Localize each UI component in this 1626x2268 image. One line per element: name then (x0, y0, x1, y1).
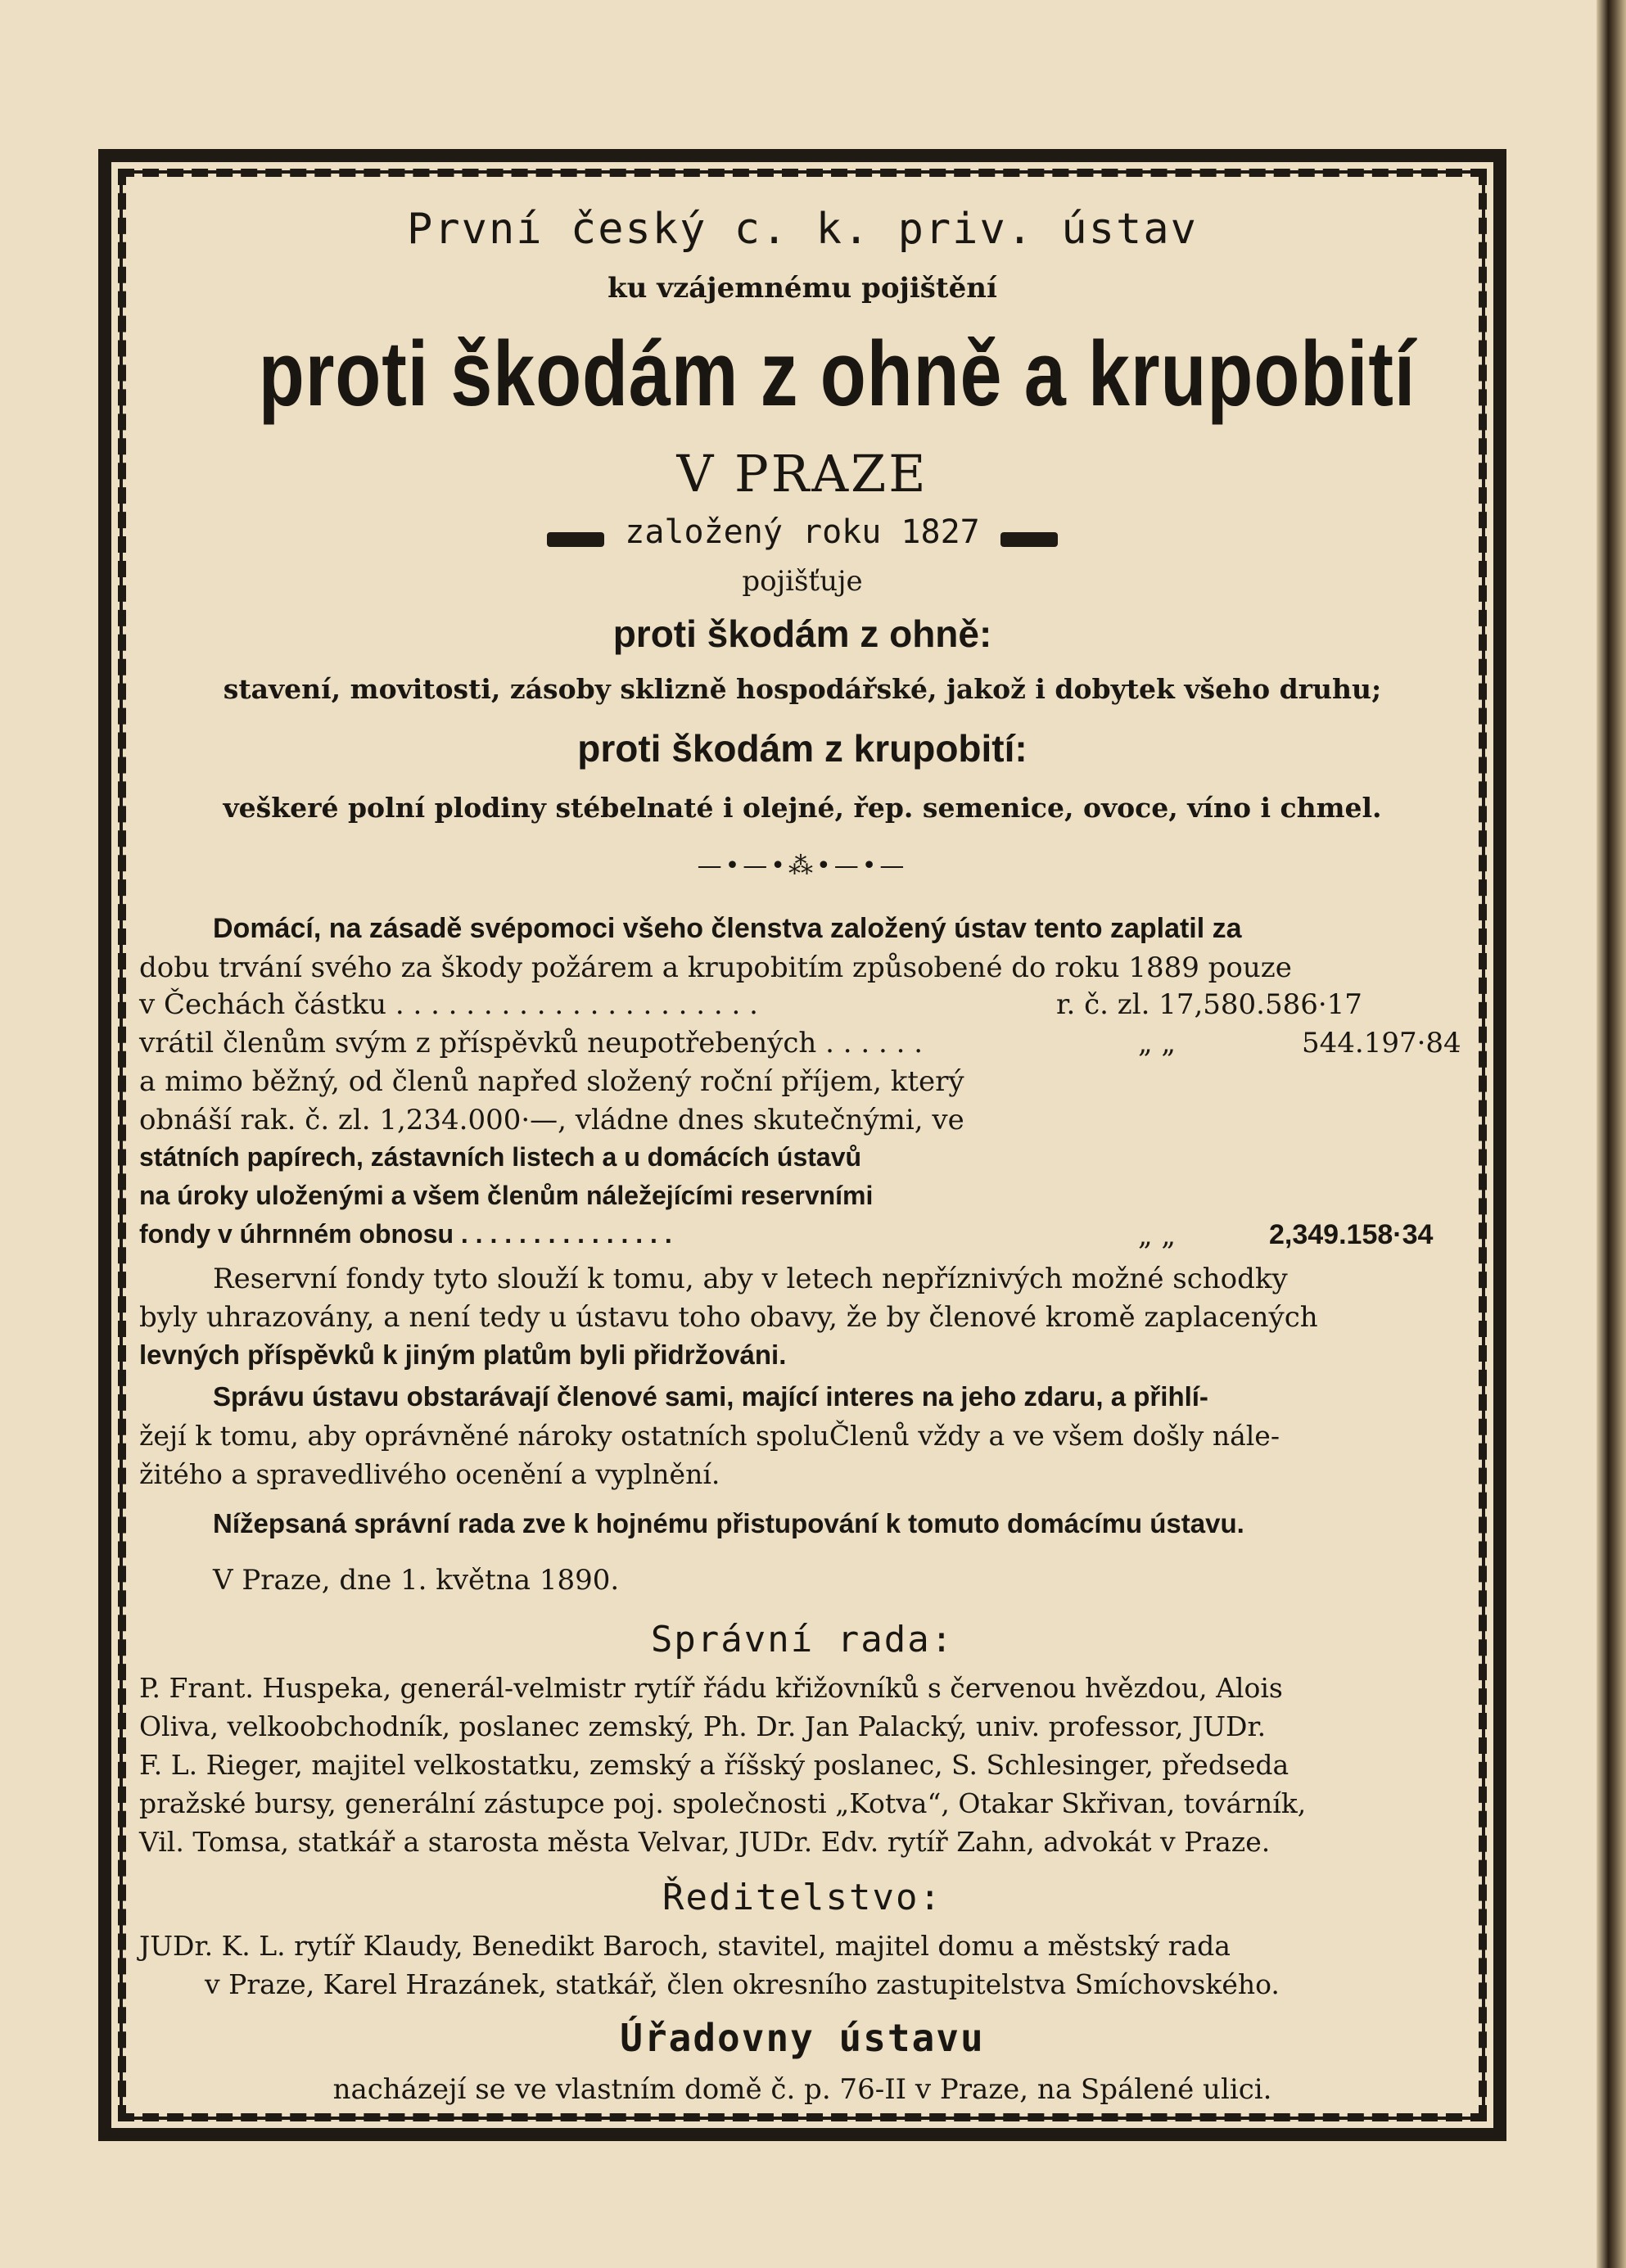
body-line: dobu trvání svého za škody požárem a krupobitím způsobené do roku 1889 pouze (139, 951, 1292, 984)
body-line: v Čechách částku . . . . . . . . . . . . . . . . . . . . . (139, 988, 758, 1021)
body-line: vrátil členům svým z příspěvků neupotřebených . . . . . . (139, 1027, 924, 1059)
invitation: Nížepsaná správní rada zve k hojnému přistupování k tomuto domácímu ústavu. (213, 1508, 1244, 1538)
directorate-line: v Praze, Karel Hrazánek, statkář, člen okresního zastupitelstva Smíchovského. (205, 1968, 1280, 2000)
board-line: pražské bursy, generální zástupce poj. společnosti „Kotva“, Otakar Skřivan, továrník, (139, 1787, 1307, 1819)
board-line: P. Frant. Huspeka, generál-velmistr rytíř řádu křižovníků s červenou hvězdou, Alois (139, 1672, 1283, 1704)
insures-label: pojišťuje (742, 565, 863, 598)
page-edge (1597, 0, 1626, 2268)
ditto-marks: „ „ (1138, 1219, 1177, 1252)
body-line: Domácí, na zásadě svépomoci všeho členstva založený ústav tento zaplatil za (213, 913, 1242, 944)
subtitle: ku vzájemnému pojištění (607, 272, 997, 305)
directorate-heading: Ředitelstvo: (662, 1877, 942, 1918)
ornament-divider: —•—•⁂•—•— (697, 852, 908, 880)
fire-heading: proti škodám z ohně: (612, 612, 992, 655)
body-line: žejí k tomu, aby oprávněné nároky ostatních spoluČlenů vždy a ve všem došly nále- (139, 1420, 1280, 1452)
directorate-line: JUDr. K. L. rytíř Klaudy, Benedikt Baroch, stavitel, majitel domu a městský rada (139, 1930, 1231, 1962)
city: V PRAZE (676, 444, 928, 504)
body-line: byly uhrazovány, a není tedy u ústavu toho obavy, že by členové kromě zaplacených (139, 1301, 1318, 1334)
main-title: proti škodám z ohně a krupobití (258, 323, 1416, 425)
founded-line (139, 513, 1466, 551)
hail-items: veškeré polní plodiny stébelnaté i olejné, řep. semenice, ovoce, víno i chmel. (223, 792, 1382, 824)
advertisement (139, 182, 1466, 2114)
hail-heading: proti škodám z krupobití: (577, 727, 1028, 770)
pointing-hand-left-icon (1000, 532, 1058, 547)
board-line: Oliva, velkoobchodník, poslanec zemský, Ph. Dr. Jan Palacký, univ. professor, JUDr. (139, 1710, 1267, 1742)
fire-items: stavení, movitosti, zásoby sklizně hospodářské, jakož i dobytek všeho druhu; (223, 673, 1382, 705)
amount-returned: 544.197·84 (1302, 1027, 1461, 1059)
body-line: obnáší rak. č. zl. 1,234.000·—, vládne dnes skutečnými, ve (139, 1104, 964, 1136)
board-line: Vil. Tomsa, statkář a starosta města Velvar, JUDr. Edv. rytíř Zahn, advokát v Praze. (139, 1826, 1271, 1858)
body-line: Reservní fondy tyto slouží k tomu, aby v letech nepříznivých možné schodky (213, 1263, 1288, 1295)
founded-text: založený roku 1827 (625, 513, 980, 551)
body-line: žitého a spravedlivého ocenění a vyplnění. (139, 1458, 720, 1490)
offices-heading: Úřadovny ústavu (620, 2016, 985, 2060)
institution-name: První český c. k. priv. ústav (407, 205, 1198, 254)
reserve-amount: 2,349.158·34 (1269, 1219, 1434, 1250)
body-line: fondy v úhrnném obnosu . . . . . . . . . . . . . . . (139, 1219, 672, 1249)
date-line: V Praze, dne 1. května 1890. (213, 1564, 620, 1597)
ditto-marks: „ „ (1138, 1027, 1177, 1059)
amount-paid: r. č. zl. 17,580.586·17 (1056, 988, 1362, 1021)
body-line: levných příspěvků k jiným platům byli přidržováni. (139, 1340, 787, 1370)
pointing-hand-right-icon (547, 532, 604, 547)
body-line: na úroky uloženými a všem členům náležejícími reservními (139, 1181, 874, 1210)
body-line: Správu ústavu obstarávají členové sami, mající interes na jeho zdaru, a přihlí- (213, 1381, 1208, 1412)
offices-address: nacházejí se ve vlastním domě č. p. 76-II v Praze, na Spálené ulici. (332, 2073, 1272, 2106)
board-heading: Správní rada: (650, 1619, 955, 1660)
body-line: a mimo běžný, od členů napřed složený roční příjem, který (139, 1065, 964, 1098)
body-line: státních papírech, zástavních listech a u domácích ústavů (139, 1142, 862, 1172)
board-line: F. L. Rieger, majitel velkostatku, zemský a říšský poslanec, S. Schlesinger, předseda (139, 1749, 1290, 1781)
